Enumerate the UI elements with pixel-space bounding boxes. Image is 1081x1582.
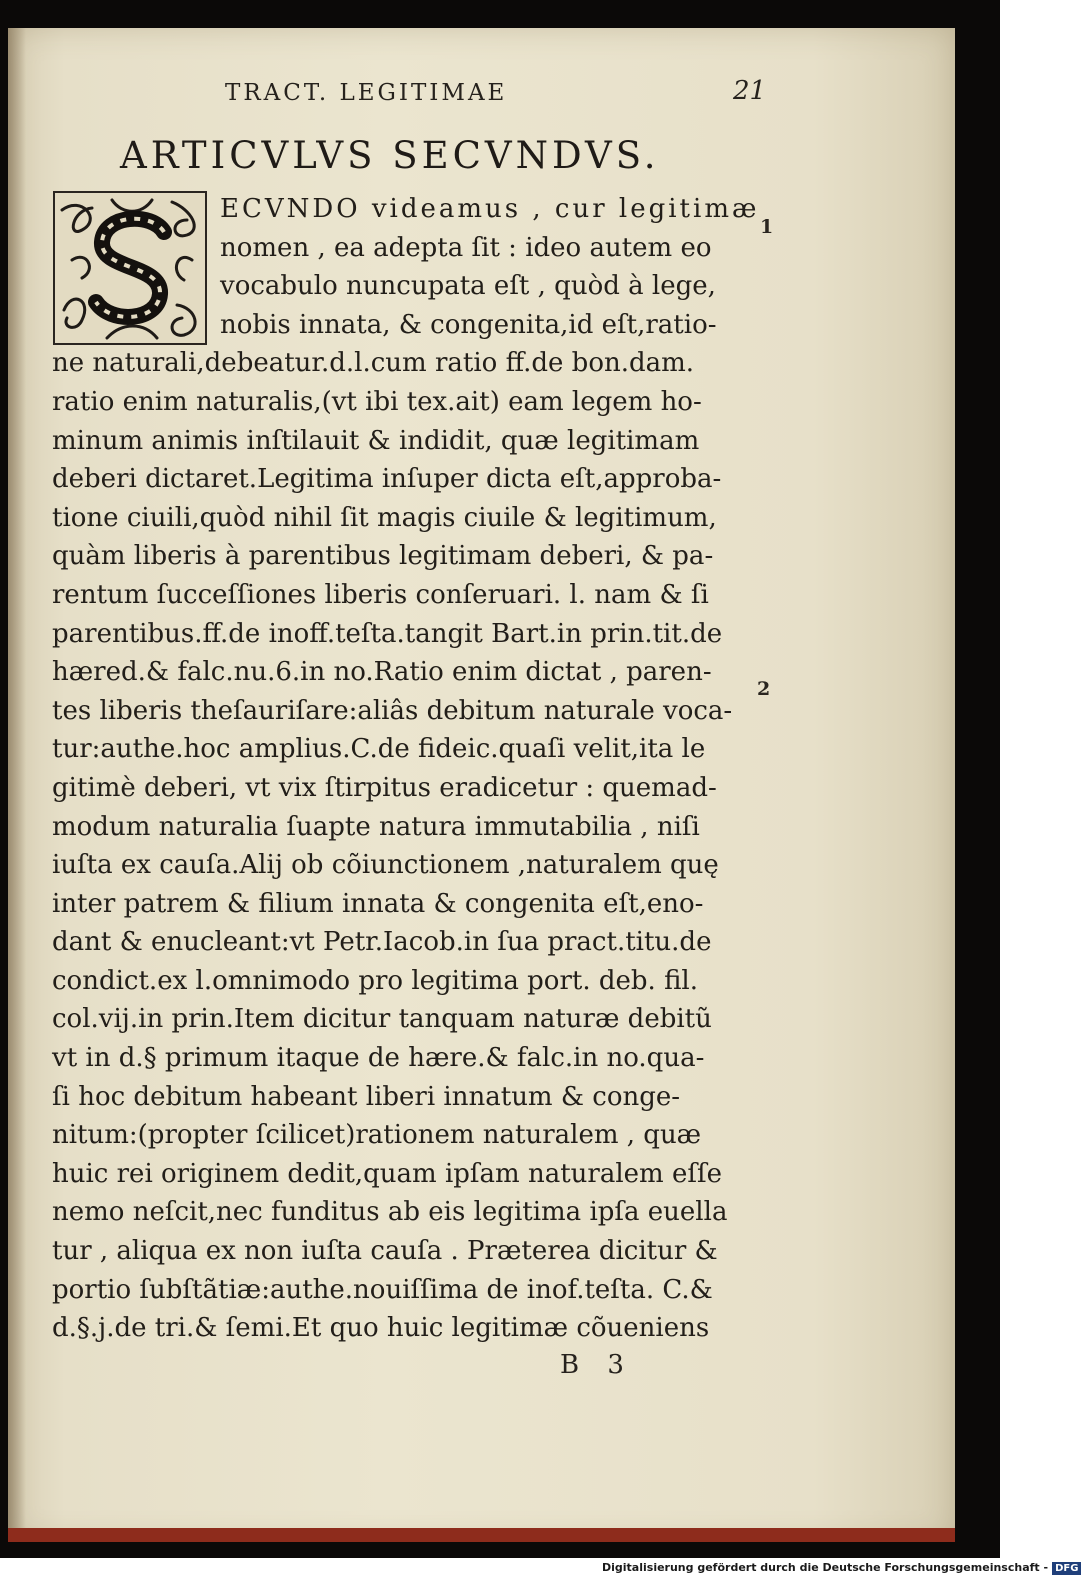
margin-note-2: 2 [757,678,771,700]
page-gutter-shadow [8,28,26,1542]
text-line: d.§.j.de tri.& ſemi.Et quo huic legitimæ cõueniens [52,1313,710,1344]
text-line: nemo neſcit,nec funditus ab eis legitima ipſa euella [52,1197,728,1228]
dfg-logo: DFG [1052,1562,1081,1575]
text-line: deberi dictaret.Legitima inſuper dicta eſt,approba- [52,464,722,495]
signature-mark: B 3 [560,1350,634,1380]
text-line: huic rei originem dedit,quam ipſam naturalem eſſe [52,1158,722,1189]
text-line: ECVNDO videamus , cur legitimæ [220,194,760,224]
text-line: tione ciuili,quòd nihil ſit magis ciuile & legitimum, [52,502,717,533]
text-line: rentum ſucceſſiones liberis conſeruari. l. nam & ſi [52,579,709,610]
credit-text: Digitalisierung gefördert durch die Deutsche Forschungsgemeinschaft - [602,1561,1049,1574]
text-line: vocabulo nuncupata eſt , quòd à lege, [220,271,716,302]
text-line: nitum:(propter ſcilicet)rationem naturalem , quæ [52,1120,702,1151]
text-line: tes liberis theſauriſare:aliâs debitum naturale voca- [52,695,733,726]
running-head: TRACT. LEGITIMAE [225,80,508,106]
red-page-edge [8,1528,955,1542]
text-line: vt in d.§ primum itaque de hære.& falc.in no.qua- [52,1043,705,1074]
text-line: iuſta ex cauſa.Alij ob cõiunctionem ,naturalem quę [52,850,719,881]
text-line: parentibus.ff.de inoff.teſta.tangit Bart.in prin.tit.de [52,618,723,649]
digitization-credit [602,1561,1081,1575]
text-line: tur , aliqua ex non iuſta cauſa . Præterea dicitur & [52,1236,718,1267]
text-line: ratio enim naturalis,(vt ibi tex.ait) eam legem ho- [52,386,702,417]
text-line: col.vij.in prin.Item dicitur tanquam naturæ debitũ [52,1004,712,1035]
text-line: tur:authe.hoc amplius.C.de fideic.quaſi velit,ita le [52,734,706,765]
article-title: ARTICVLVS SECVNDVS. [120,134,660,177]
text-line: portio ſubſtãtiæ:authe.nouiſſima de inof.teſta. C.& [52,1274,713,1305]
text-line: modum naturalia ſuapte natura immutabilia , niſi [52,811,700,842]
body-text [52,190,760,1348]
text-line: condict.ex l.omnimodo pro legitima port. deb. fil. [52,965,698,996]
text-line: ſi hoc debitum habeant liberi innatum & conge- [52,1081,681,1112]
text-line: minum animis inſtilauit & indidit, quæ legitimam [52,425,700,456]
margin-note-1: 1 [760,216,774,238]
text-line: ne naturali,debeatur.d.l.cum ratio ff.de bon.dam. [52,348,695,379]
text-line: quàm liberis à parentibus legitimam deberi, & pa- [52,541,714,572]
text-line: dant & enucleant:vt Petr.Iacob.in ſua pract.titu.de [52,927,712,958]
text-line: nobis innata, & congenita,id eſt,ratio- [220,309,717,340]
text-line: inter patrem & filium innata & congenita eſt,eno- [52,888,704,919]
text-line: nomen , ea adepta ſit : ideo autem eo [220,232,712,263]
text-line: hæred.& falc.nu.6.in no.Ratio enim dictat , paren- [52,657,712,688]
text-line: gitimè deberi, vt vix ſtirpitus eradicetur : quemad- [52,772,717,803]
page-number: 21 [733,76,767,106]
